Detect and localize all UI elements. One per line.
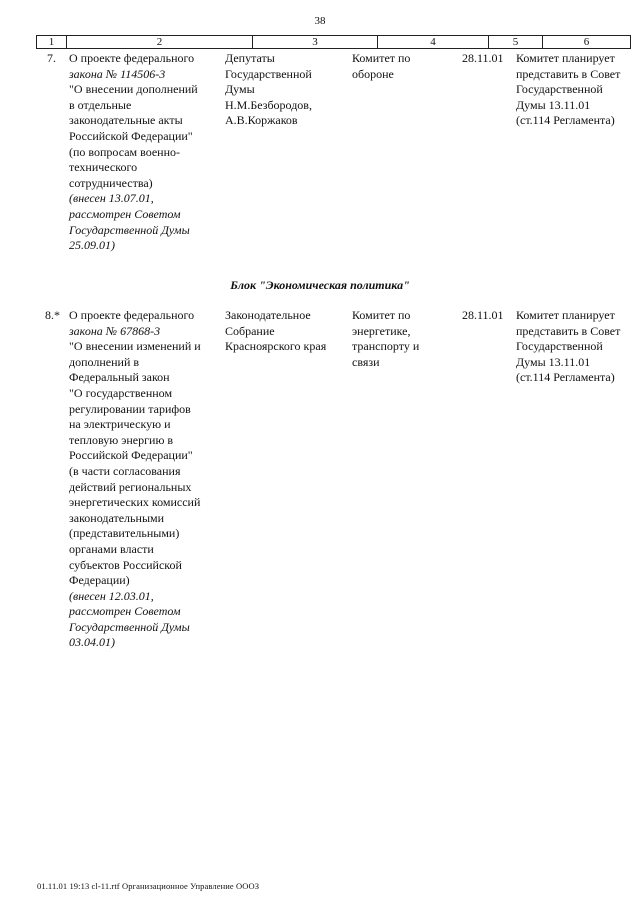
committee-line: связи bbox=[352, 354, 380, 369]
initiator-line: А.В.Коржаков bbox=[225, 113, 298, 128]
initiator-line: Красноярского края bbox=[225, 339, 327, 354]
bill-title-line: (представительными) bbox=[69, 526, 180, 541]
column-header: 4 bbox=[378, 36, 489, 49]
bill-title-line: действий региональных bbox=[69, 479, 192, 494]
bill-status-note: (внесен 13.07.01, bbox=[69, 191, 154, 206]
status-line: (ст.114 Регламента) bbox=[516, 370, 615, 385]
column-header: 3 bbox=[253, 36, 378, 49]
bill-title-line: субъектов Российской bbox=[69, 557, 182, 572]
initiator-line: Законодательное bbox=[225, 308, 311, 322]
bill-title-line: энергетических комиссий bbox=[69, 495, 201, 510]
bill-title-line: О проекте федерального bbox=[69, 51, 195, 65]
column-header: 1 bbox=[37, 36, 67, 49]
column-header: 5 bbox=[489, 36, 543, 49]
committee-line: энергетике, bbox=[352, 323, 411, 338]
committee-line: Комитет по bbox=[352, 51, 411, 65]
column-header: 2 bbox=[67, 36, 253, 49]
bill-status-note: рассмотрен Советом bbox=[69, 604, 181, 619]
bill-title-line: "О внесении дополнений bbox=[69, 82, 198, 97]
bill-title-line: (по вопросам военно- bbox=[69, 144, 181, 159]
status-line: Государственной bbox=[516, 82, 603, 97]
initiator-line: Депутаты bbox=[225, 51, 275, 65]
committee bbox=[352, 308, 419, 370]
bill-title-line: "О внесении изменений и bbox=[69, 339, 201, 354]
bill-status-note: (внесен 12.03.01, bbox=[69, 588, 154, 603]
bill-number-line: закона № 114506-3 bbox=[69, 66, 166, 81]
status-line: Думы 13.11.01 bbox=[516, 354, 591, 369]
status-line: Комитет планирует bbox=[516, 51, 615, 65]
footer-print-info: 01.11.01 19:13 cl-11.rtf Организационное Управление ОООЗ bbox=[37, 881, 260, 891]
committee-line: Комитет по bbox=[352, 308, 411, 322]
initiator-line: Собрание bbox=[225, 323, 275, 338]
bill-title-line: регулировании тарифов bbox=[69, 401, 191, 416]
status-line: Думы 13.11.01 bbox=[516, 97, 591, 112]
bill-status-note: рассмотрен Советом bbox=[69, 206, 181, 221]
date: 28.11.01 bbox=[462, 51, 504, 65]
committee bbox=[352, 51, 410, 82]
row-number: 7. bbox=[47, 51, 56, 65]
bill-title-line: в отдельные bbox=[69, 97, 132, 112]
page-number: 38 bbox=[314, 15, 326, 27]
bill-title-line: на электрическую и bbox=[69, 417, 171, 432]
bill-title-line: сотрудничества) bbox=[69, 175, 153, 190]
bill-title-line: Российской Федерации" bbox=[69, 128, 193, 143]
status bbox=[516, 308, 620, 386]
initiator-line: Государственной bbox=[225, 66, 312, 81]
committee-line: обороне bbox=[352, 66, 394, 81]
bill-status-note: Государственной Думы bbox=[69, 222, 190, 237]
status-line: (ст.114 Регламента) bbox=[516, 113, 615, 128]
bill-description bbox=[69, 308, 201, 651]
bill-title-line: органами власти bbox=[69, 541, 154, 556]
block-title: Блок "Экономическая политика" bbox=[230, 278, 410, 292]
bill-title-line: тепловую энергию в bbox=[69, 432, 174, 447]
column-header: 6 bbox=[543, 36, 631, 49]
bill-title-line: (в части согласования bbox=[69, 463, 181, 478]
bill-status-note: Государственной Думы bbox=[69, 619, 190, 634]
bill-title-line: дополнений в bbox=[69, 354, 140, 369]
date: 28.11.01 bbox=[462, 308, 504, 322]
bill-title-line: законодательными bbox=[69, 510, 165, 525]
bill-title-line: Российской Федерации" bbox=[69, 448, 193, 463]
bill-number-line: закона № 67868-3 bbox=[69, 323, 161, 338]
status-line: Комитет планирует bbox=[516, 308, 615, 322]
bill-title-line: Федерации) bbox=[69, 573, 130, 588]
status-line: представить в Совет bbox=[516, 323, 621, 338]
bill-title-line: О проекте федерального bbox=[69, 308, 195, 322]
status-line: представить в Совет bbox=[516, 66, 621, 81]
bill-description bbox=[69, 51, 198, 254]
row-number: 8.* bbox=[45, 308, 60, 322]
bill-status-note: 03.04.01) bbox=[69, 635, 115, 650]
initiator bbox=[225, 51, 312, 129]
bill-title-line: законодательные акты bbox=[69, 113, 183, 128]
status-line: Государственной bbox=[516, 339, 603, 354]
header-row bbox=[37, 36, 631, 49]
column-number-header bbox=[36, 35, 631, 49]
bill-title-line: Федеральный закон bbox=[69, 370, 170, 385]
initiator-line: Думы bbox=[225, 82, 255, 97]
committee-line: транспорту и bbox=[352, 339, 420, 354]
bill-title-line: "О государственном bbox=[69, 385, 173, 400]
initiator bbox=[225, 308, 326, 355]
bill-status-note: 25.09.01) bbox=[69, 238, 115, 253]
bill-title-line: технического bbox=[69, 160, 138, 175]
status bbox=[516, 51, 620, 129]
initiator-line: Н.М.Безбородов, bbox=[225, 97, 312, 112]
